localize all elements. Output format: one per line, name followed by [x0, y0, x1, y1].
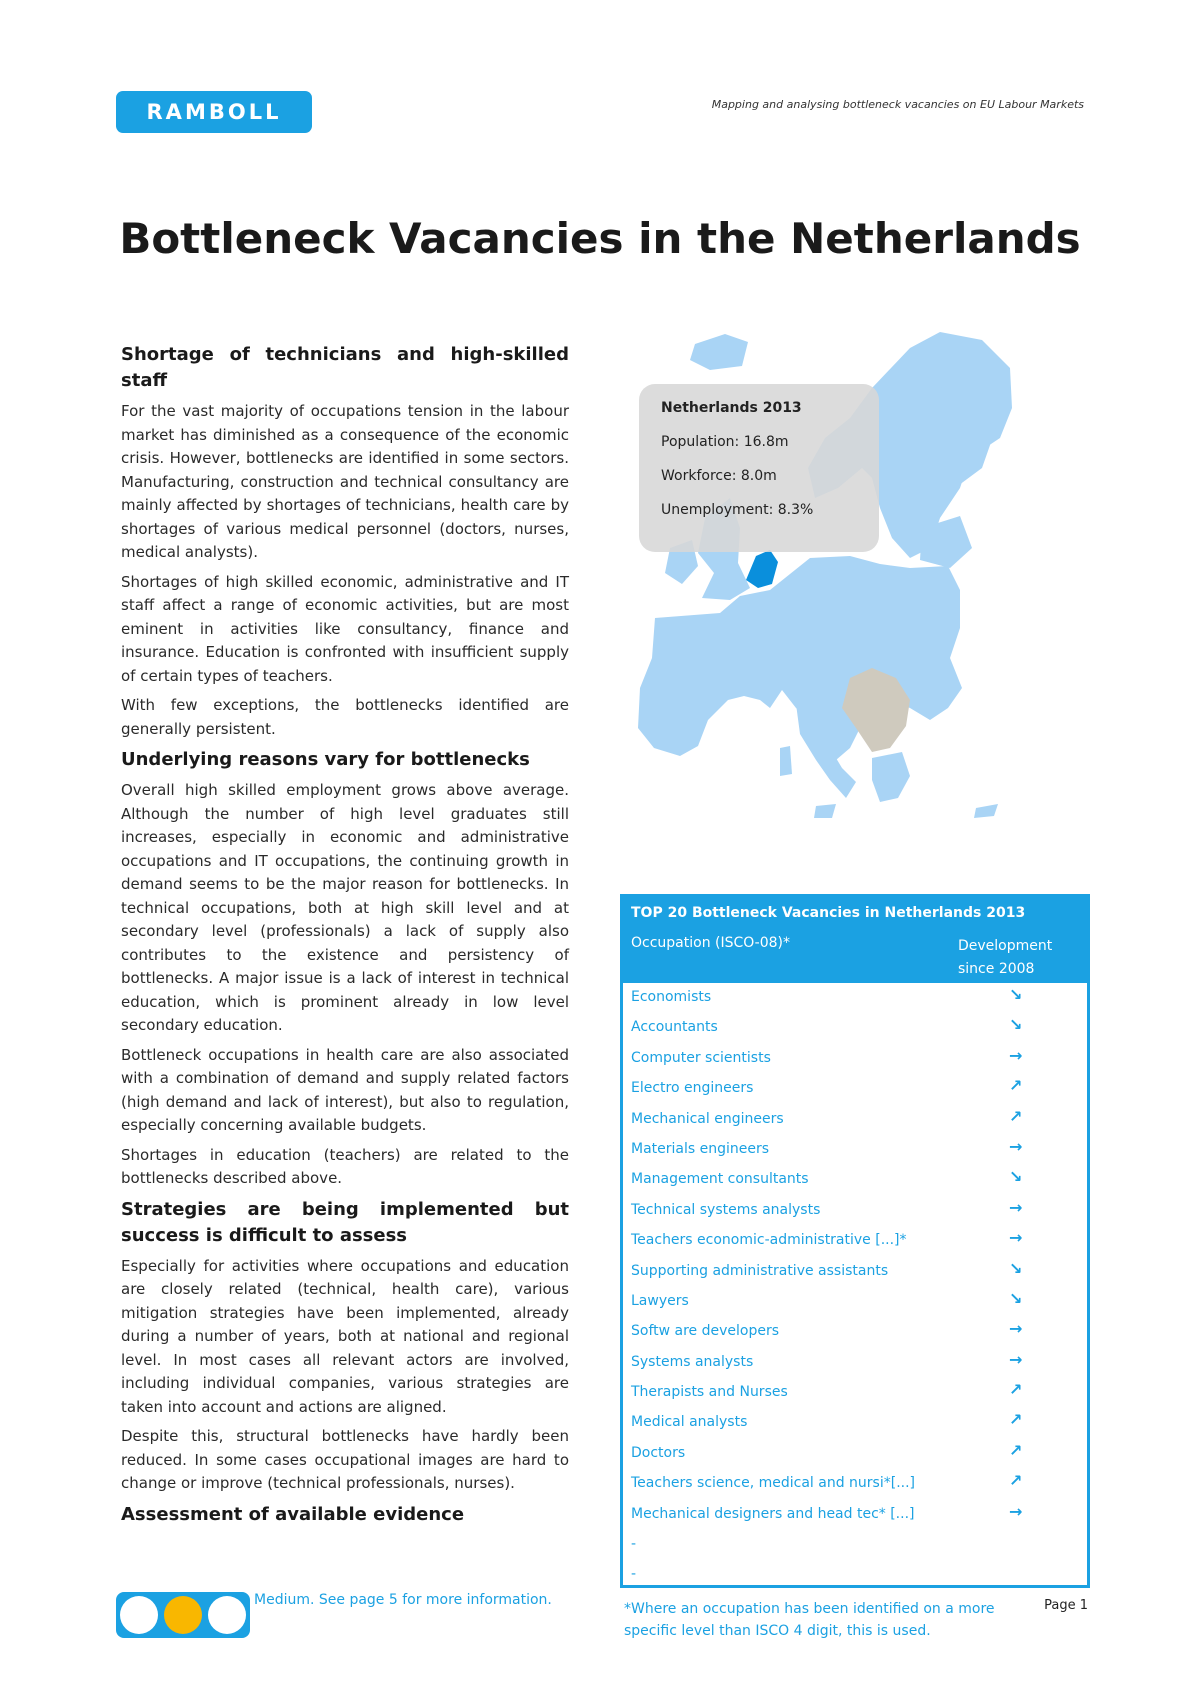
table-row [623, 1408, 1087, 1438]
section-heading: Strategies are being implemented but success is difficult to assess [121, 1198, 569, 1246]
trend-up-icon: ↗ [1009, 1440, 1023, 1460]
occupation-label: Electro engineers [631, 1080, 754, 1097]
paragraph: Bottleneck occupations in health care are also associated with a combination of demand and supply related factors (high demand and lack of interest), but also to regulation, especially concerning available budgets. [121, 1045, 569, 1134]
table-row [623, 983, 1087, 1013]
occupation-label: - [631, 1536, 637, 1553]
trend-up-icon: ↗ [1009, 1471, 1023, 1491]
occupation-label: Teachers economic-administrative [...]* [631, 1232, 907, 1249]
ramboll-logo: RAMBOLL [116, 91, 312, 133]
rating-light-high [208, 1596, 246, 1634]
column-development [958, 935, 1078, 981]
table-row [623, 1044, 1087, 1074]
trend-down-icon: ↘ [1009, 1167, 1023, 1187]
trend-down-icon: ↘ [1009, 1288, 1023, 1308]
table-row [623, 1469, 1087, 1499]
table-row [623, 1439, 1087, 1469]
paragraph: Especially for activities where occupations and education are closely related (technical, health care), various mitigation strategies have been implemented, already during a number of years, both at national and regional level. In most cases all relevant actors are involved, including individual companies, various strategies are taken into account and actions are aligned. [121, 1256, 569, 1416]
trend-down-icon: ↘ [1009, 1258, 1023, 1278]
trend-flat-icon: → [1009, 1136, 1023, 1156]
occupation-label: Accountants [631, 1019, 718, 1036]
table-row [623, 1348, 1087, 1378]
occupation-label: Mechanical designers and head tec* [...] [631, 1505, 915, 1522]
occupation-label: Management consultants [631, 1171, 809, 1188]
table-row [623, 1560, 1087, 1590]
table-row [623, 1317, 1087, 1347]
table-row [623, 1074, 1087, 1104]
occupation-label: - [631, 1566, 637, 1583]
paragraph: With few exceptions, the bottlenecks identified are generally persistent. [121, 696, 569, 738]
trend-up-icon: ↗ [1009, 1380, 1023, 1400]
info-heading: Netherlands 2013 [661, 400, 802, 416]
table-row [623, 1257, 1087, 1287]
section-heading: Underlying reasons vary for bottlenecks [121, 749, 530, 770]
occupation-label: Supporting administrative assistants [631, 1262, 889, 1279]
table-row [623, 1013, 1087, 1043]
table-title: TOP 20 Bottleneck Vacancies in Netherlands 2013 [631, 905, 1026, 921]
section-heading: Shortage of technicians and high-skilled staff [121, 344, 569, 391]
trend-flat-icon: → [1009, 1349, 1023, 1369]
trend-flat-icon: → [1009, 1197, 1023, 1217]
table-row [623, 1165, 1087, 1195]
column-development-line1: Development [958, 938, 1053, 954]
occupation-label: Materials engineers [631, 1140, 770, 1157]
top20-table [620, 894, 1090, 1588]
header-note: Mapping and analysing bottleneck vacancies on EU Labour Markets [711, 98, 1084, 111]
netherlands-highlight [746, 550, 778, 588]
info-workforce: Workforce: 8.0m [661, 468, 777, 484]
info-population: Population: 16.8m [661, 434, 789, 450]
trend-flat-icon: → [1009, 1228, 1023, 1248]
occupation-label: Technical systems analysts [631, 1201, 821, 1218]
paragraph: Overall high skilled employment grows above average. Although the number of high level graduates still increases, especially in economic and administrative occupations and IT occupations, the continuing growth in demand seems to be the major reason for bottlenecks. In technical occupations, both at high skill level and at secondary level (professionals) a lack of supply also contributes to the existence and persistency of bottlenecks. A major issue is a lack of interest in technical education, which is prominent already in low level secondary education. [121, 781, 569, 1034]
column-occupation: Occupation (ISCO-08)* [631, 935, 791, 951]
trend-down-icon: ↘ [1009, 985, 1023, 1004]
info-unemployment: Unemployment: 8.3% [661, 502, 814, 518]
traffic-light-rating [116, 1592, 250, 1638]
country-info-box [639, 384, 879, 552]
section-heading: Assessment of available evidence [121, 1503, 465, 1525]
table-row [623, 1135, 1087, 1165]
occupation-label: Systems analysts [631, 1353, 754, 1370]
page-number: Page 1 [1044, 1598, 1088, 1613]
occupation-label: Medical analysts [631, 1414, 748, 1431]
table-row [623, 1105, 1087, 1135]
paragraph: For the vast majority of occupations tension in the labour market has diminished as a consequence of the economic crisis. However, bottlenecks are identified in some sectors. Manufacturing, construction and technical consultancy are mainly affected by shortages of technicians, health care by shortages of various medical personnel (doctors, nurses, medical analysts). [121, 402, 569, 561]
table-rows [623, 983, 1087, 1591]
occupation-label: Doctors [631, 1444, 686, 1461]
table-row [623, 1226, 1087, 1256]
rating-light-low [120, 1596, 158, 1634]
paragraph: Despite this, structural bottlenecks have hardly been reduced. In some cases occupational images are hard to change or improve (technical professionals, nurses). [121, 1427, 569, 1492]
table-header [623, 897, 1087, 983]
table-footnote: *Where an occupation has been identified on a more specific level than ISCO 4 digit, this is used. [624, 1601, 995, 1639]
occupation-label: Mechanical engineers [631, 1110, 784, 1127]
trend-up-icon: ↗ [1009, 1076, 1023, 1096]
table-row [623, 1500, 1087, 1530]
occupation-label: Teachers science, medical and nursi*[...] [631, 1475, 916, 1492]
occupation-label: Economists [631, 989, 712, 1005]
occupation-label: Softw are developers [631, 1323, 780, 1340]
rating-light-medium [164, 1596, 202, 1634]
page-title: Bottleneck Vacancies in the Netherlands [119, 214, 1081, 263]
occupation-label: Computer scientists [631, 1049, 771, 1066]
table-row [623, 1287, 1087, 1317]
assessment-indicator [116, 1590, 576, 1640]
trend-up-icon: ↗ [1009, 1106, 1023, 1126]
occupation-label: Lawyers [631, 1292, 689, 1309]
trend-up-icon: ↗ [1009, 1410, 1023, 1430]
trend-down-icon: ↘ [1009, 1015, 1023, 1035]
assessment-text: Medium. See page 5 for more information. [254, 1592, 552, 1608]
table-row [623, 1378, 1087, 1408]
table-row [623, 1196, 1087, 1226]
trend-flat-icon: → [1009, 1319, 1023, 1339]
paragraph: Shortages in education (teachers) are related to the bottlenecks described above. [121, 1145, 569, 1187]
article-body [121, 342, 569, 1534]
column-development-line2: since 2008 [958, 961, 1035, 977]
table-row [623, 1530, 1087, 1560]
occupation-label: Therapists and Nurses [631, 1384, 788, 1401]
paragraph: Shortages of high skilled economic, administrative and IT staff affect a range of economic activities, but are most eminent in activities like consultancy, finance and insurance. Education is confronted with insufficient supply of certain types of teachers. [121, 572, 569, 685]
trend-flat-icon: → [1009, 1045, 1023, 1065]
trend-flat-icon: → [1009, 1501, 1023, 1521]
